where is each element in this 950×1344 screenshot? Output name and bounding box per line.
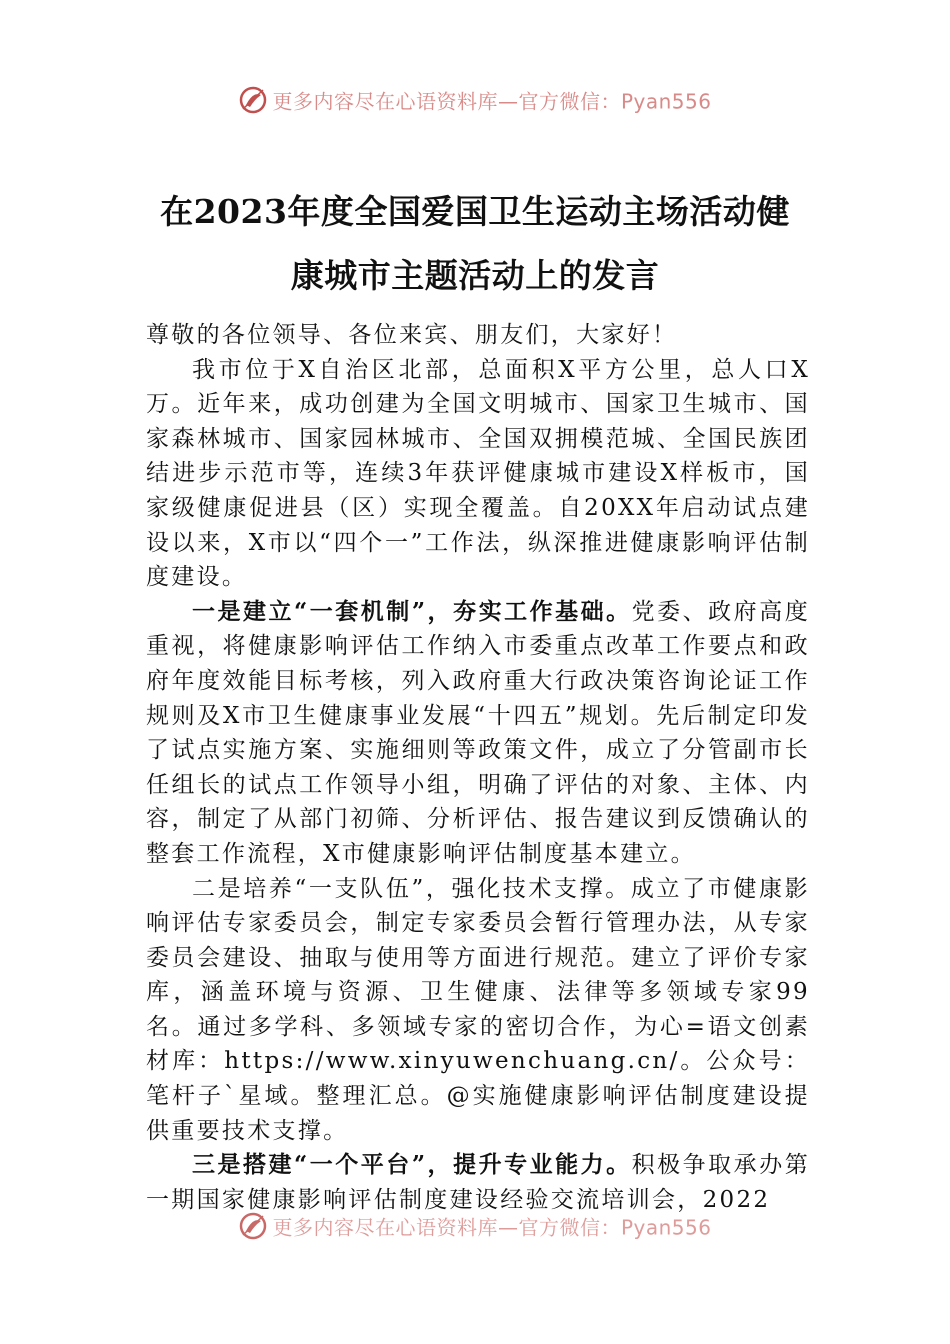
paragraph-mechanism-text: 党委、政府高度重视，将健康影响评估工作纳入市委重点改革工作要点和政府年度效能目标考核，列入政府重大行政决策咨询论证工作规则及X市卫生健康事业发展“十四五”规划。先后制定印发了试点实施方案、实施细则等政策文件，成立了分管副市长任组长的试点工作领导小组，明确了评估的对象、主体、内容，制定了从部门初筛、分析评估、报告建议到反馈确认的整套工作流程，X市健康影响评估制度基本建立。 — [146, 598, 810, 867]
greeting: 尊敬的各位领导、各位来宾、朋友们，大家好！ — [146, 322, 678, 348]
watermark-header — [0, 85, 950, 115]
document-body — [146, 318, 810, 1217]
paragraph-intro: 我市位于X自治区北部，总面积X平方公里，总人口X万。近年来，成功创建为全国文明城市、国家卫生城市、国家森林城市、国家园林城市、全国双拥模范城、全国民族团结进步示范市等，连续3年获评健康城市建设X样板市，国家级健康促进县（区）实现全覆盖。自20XX年启动试点建设以来，X市以“四个一”工作法，纵深推进健康影响评估制度建设。 — [146, 356, 810, 591]
paragraph-mechanism — [146, 595, 810, 872]
paragraph-team: 二是培养“一支队伍”，强化技术支撑。成立了市健康影响评估专家委员会，制定专家委员会暂行管理办法，从专家委员会建设、抽取与使用等方面进行规范。建立了评价专家库，涵盖环境与资源、卫生健康、法律等多领域专家99名。通过多学科、多领域专家的密切合作，为心=语文创素材库：https://www.xinyuwenchuang.cn/。公众号：笔杆子`星域。整理汇总。@实施健康影响评估制度建设提供重要技术支撑。 — [146, 875, 810, 1144]
paragraph-platform — [146, 1148, 810, 1217]
title-line-1: 在2023年度全国爱国卫生运动主场活动健 — [160, 192, 790, 231]
paragraph-mechanism-heading: 一是建立“一套机制”，夯实工作基础。 — [192, 597, 632, 625]
watermark-text: 更多内容尽在心语资料库—官方微信：Pyan556 — [272, 1215, 712, 1240]
watermark-text: 更多内容尽在心语资料库—官方微信：Pyan556 — [272, 89, 712, 114]
title-line-2: 康城市主题活动上的发言 — [290, 256, 660, 295]
document-title — [120, 180, 830, 308]
paragraph-platform-heading: 三是搭建“一个平台”，提升专业能力。 — [192, 1151, 632, 1179]
paragraph-platform-text: 积极争取承办第一期国家健康影响评估制度建设经验交流培训会，2022 — [146, 1152, 810, 1213]
watermark-footer — [0, 1211, 950, 1241]
watermark-logo-icon — [238, 85, 268, 115]
watermark-logo-icon — [238, 1211, 268, 1241]
